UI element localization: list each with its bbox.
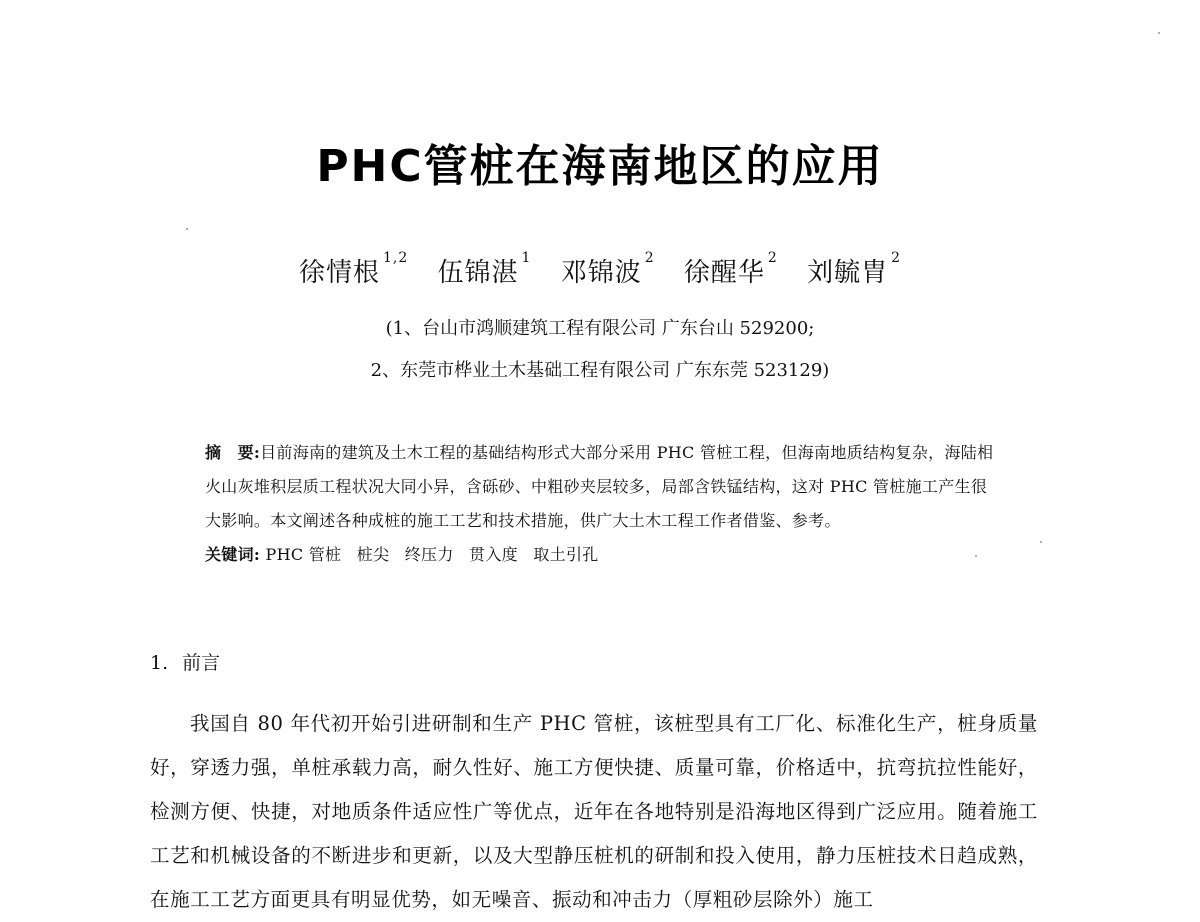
keyword: 取土引孔	[533, 545, 599, 564]
keyword: 贯入度	[469, 545, 518, 564]
author-list	[0, 252, 1200, 289]
paper-title: PHC管桩在海南地区的应用	[316, 141, 884, 192]
scan-speck	[1040, 541, 1042, 543]
abstract-paragraph	[205, 436, 995, 538]
abstract-block	[205, 436, 995, 572]
keywords-line	[205, 538, 995, 572]
author-name: 徐醒华	[683, 258, 765, 288]
keywords-label: 关键词:	[205, 545, 261, 564]
body-text	[150, 702, 1038, 922]
keyword: 桩尖	[356, 545, 390, 564]
section-title: 前言	[182, 652, 221, 674]
author-affiliation-mark: 1,2	[382, 250, 409, 266]
author-affiliation-mark: 2	[767, 250, 778, 266]
author	[807, 252, 901, 289]
affiliation-2: 2、东莞市桦业土木基础工程有限公司 广东东莞 523129)	[370, 360, 830, 381]
body-paragraph: 我国自 80 年代初开始引进研制和生产 PHC 管桩，该桩型具有工厂化、标准化生产，桩身质量好，穿透力强，单桩承载力高，耐久性好、施工方便快捷、质量可靠，价格适中，抗弯抗拉性能好，检测方便、快捷，对地质条件适应性广等优点，近年在各地特别是沿海地区得到广泛应用。随着施工工艺和机械设备的不断进步和更新，以及大型静压桩机的研制和投入使用，静力压桩技术日趋成熟，在施工工艺方面更具有明显优势，如无噪音、振动和冲击力（厚粗砂层除外）施工	[150, 712, 1038, 911]
author	[438, 252, 532, 289]
author-name: 邓锦波	[560, 258, 642, 288]
author	[684, 252, 778, 289]
section-number: 1.	[150, 652, 169, 674]
author-name: 刘毓胄	[807, 258, 889, 288]
scan-speck	[186, 228, 188, 230]
author-affiliation-mark: 2	[644, 250, 655, 266]
author	[299, 252, 408, 289]
scan-speck	[1158, 32, 1160, 34]
abstract-label: 摘 要:	[205, 443, 261, 462]
abstract-text: 目前海南的建筑及土木工程的基础结构形式大部分采用 PHC 管桩工程，但海南地质结构复杂，海陆相火山灰堆积层质工程状况大同小异，含砾砂、中粗砂夹层较多，局部含铁锰结构，这对 PHC 管桩施工产生很大影响。本文阐述各种成桩的施工工艺和技术措施，供广大土木工程工作者借鉴、参考。	[205, 443, 994, 530]
author-affiliation-mark: 2	[891, 250, 902, 266]
author-affiliation-mark: 1	[521, 250, 532, 266]
scan-speck	[975, 555, 977, 557]
keyword: PHC 管桩	[265, 545, 342, 564]
author	[561, 252, 655, 289]
keyword: 终压力	[404, 545, 454, 564]
section-heading	[150, 648, 220, 675]
author-name: 伍锦湛	[437, 258, 519, 288]
affiliation-1: (1、台山市鸿顺建筑工程有限公司 广东台山 529200;	[385, 318, 815, 339]
author-name: 徐情根	[298, 258, 380, 288]
